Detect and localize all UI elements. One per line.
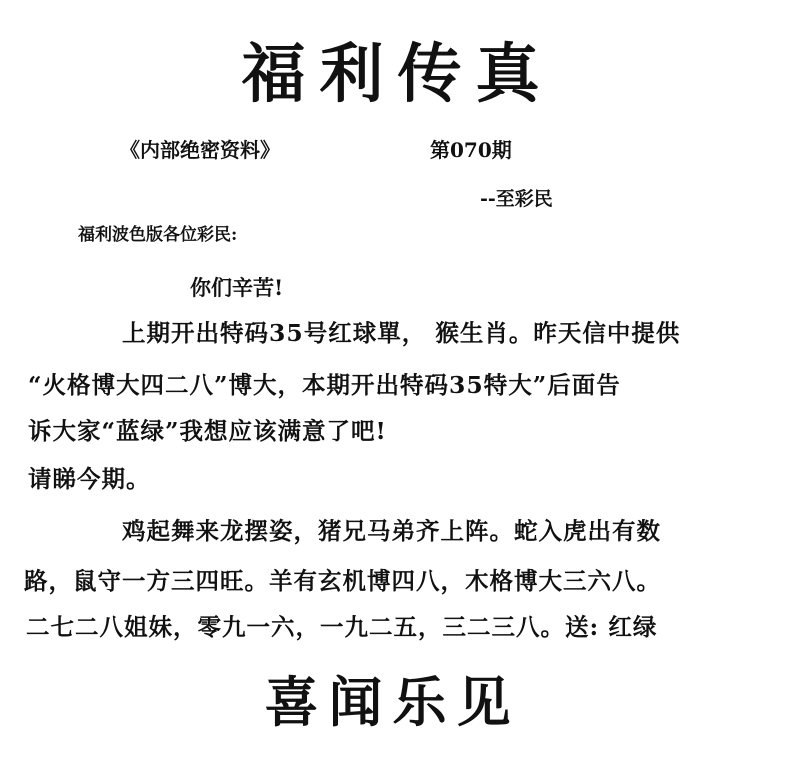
- body-line: “火格博大四二八”博大，本期开出特码35特大”后面告: [28, 371, 621, 399]
- body-line: 上期开出特码35号红球單， 猴生肖。昨天信中提供: [122, 319, 681, 347]
- body-line: 请睇今期。: [28, 465, 151, 493]
- page-title: 福利传真: [241, 37, 554, 112]
- author-line: --至彩民: [480, 188, 553, 210]
- body-line: 鸡起舞来龙摆姿，猪兄马弟齐上阵。蛇入虎出有数: [122, 517, 661, 545]
- body-line: 二七二八姐妹，零九一六，一九二五，三二三八。送: 红绿: [26, 613, 658, 641]
- salutation: 福利波色版各位彩民:: [78, 225, 238, 245]
- greeting: 你们辛苦!: [190, 275, 284, 300]
- body-line: 路，鼠守一方三四旺。羊有玄机博四八，木格博大三六八。: [24, 567, 661, 595]
- body-line: 诉大家“蓝绿”我想应该满意了吧!: [28, 417, 387, 445]
- footer-slogan: 喜闻乐见: [264, 670, 521, 734]
- issue-number: 第070期: [430, 138, 512, 162]
- document-classification: 《内部绝密资料》: [120, 138, 280, 162]
